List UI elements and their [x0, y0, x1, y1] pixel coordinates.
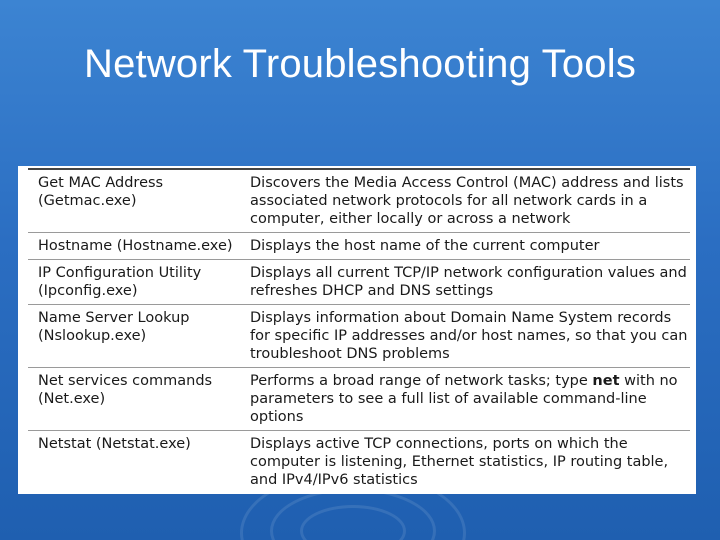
tools-table-panel	[18, 166, 696, 494]
description-text: Performs a broad range of network tasks; type	[250, 373, 593, 389]
table-row	[28, 368, 690, 431]
slide-title: Network Troubleshooting Tools	[83, 42, 637, 86]
table-row	[28, 260, 690, 305]
tool-description-cell: Displays information about Domain Name System records for specific IP addresses and/or host names, so that you can troubleshoot DNS problems	[240, 305, 690, 368]
tool-description-cell: Displays active TCP connections, ports on which the computer is listening, Ethernet statistics, IP routing table, and IPv4/IPv6 statistics	[250, 436, 669, 488]
net-command-keyword: net	[592, 373, 620, 389]
tool-description-cell: Displays all current TCP/IP network configuration values and refreshes DHCP and DNS settings	[240, 260, 690, 305]
tool-description-cell	[240, 368, 690, 431]
description-text: with no parameters to see a full list of available command-line options	[250, 373, 678, 425]
tool-name-cell: IP Configuration Utility (Ipconfig.exe)	[28, 260, 240, 305]
table-row	[28, 305, 690, 368]
tool-name-cell: Hostname (Hostname.exe)	[28, 233, 240, 260]
table-row	[28, 169, 690, 233]
tool-name-cell: Netstat (Netstat.exe)	[38, 436, 191, 452]
tool-name-cell: Net services commands (Net.exe)	[28, 368, 240, 431]
tool-description-cell: Discovers the Media Access Control (MAC) address and lists associated network protocols for all network cards in a computer, either locally or across a network	[240, 169, 690, 233]
tool-name-cell: Name Server Lookup (Nslookup.exe)	[28, 305, 240, 368]
tool-name-cell: Get MAC Address (Getmac.exe)	[28, 169, 240, 233]
tool-description-cell: Displays the host name of the current computer	[240, 233, 690, 260]
table-row	[28, 431, 690, 494]
tools-table	[28, 168, 690, 493]
table-row	[28, 233, 690, 260]
